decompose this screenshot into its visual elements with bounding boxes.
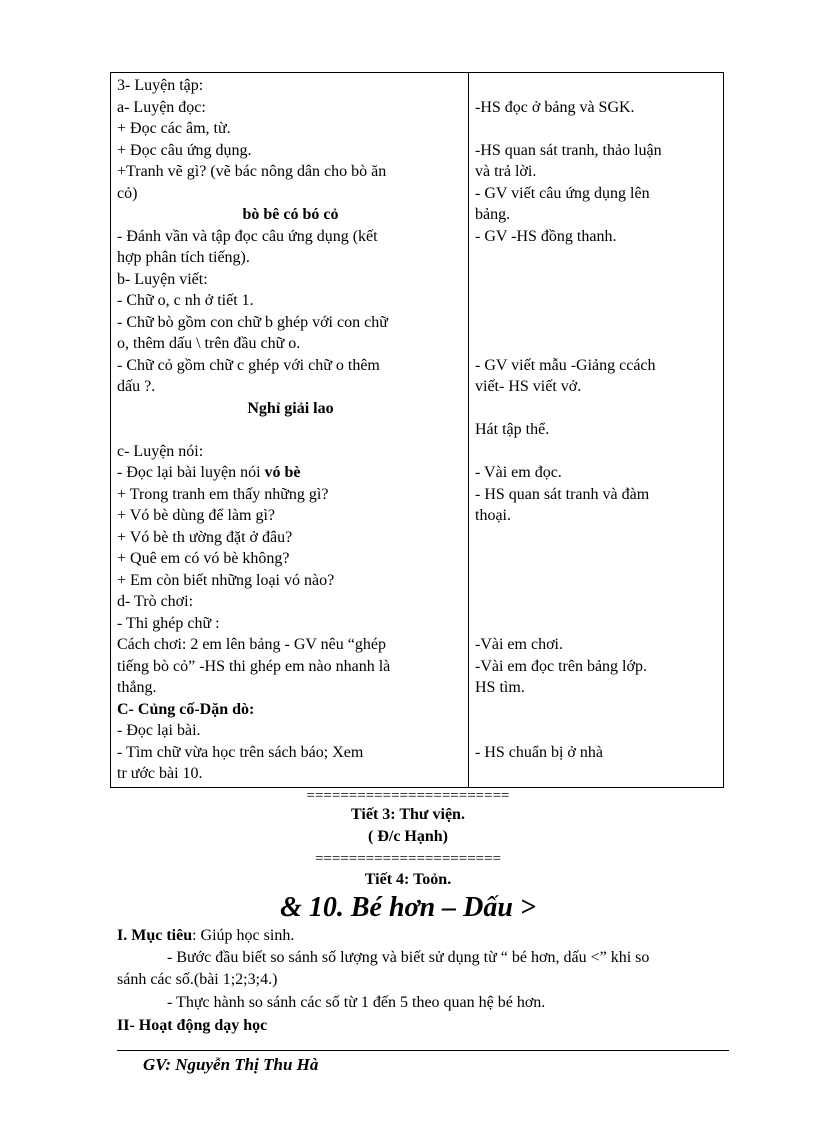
teacher-line-text: + Đọc câu ứng dụng.: [117, 141, 252, 159]
student-line: -Vài em đọc trên bảng lớp.: [475, 657, 647, 675]
student-line: [475, 333, 719, 355]
teacher-line: [117, 527, 464, 549]
teacher-line-text: bò bê có bó cỏ: [242, 206, 339, 223]
teacher-line: [117, 118, 464, 140]
student-line: - GV viết mẫu -Giảng ccách: [475, 356, 656, 374]
teacher-line-text: thắng.: [117, 679, 157, 696]
teacher-line-text: dấu ?.: [117, 378, 156, 395]
student-line: HS tìm.: [475, 679, 525, 696]
teacher-line: [117, 355, 464, 377]
teacher-line: [117, 570, 464, 592]
student-line: viết- HS viết vở.: [475, 378, 582, 395]
teacher-line-text: c- Luyện nói:: [117, 442, 204, 460]
teacher-line: [117, 441, 464, 463]
student-line: -HS đọc ở bảng và SGK.: [475, 98, 635, 116]
teacher-line: [117, 398, 464, 420]
footer-divider: [117, 1050, 729, 1051]
teacher-line: [117, 720, 464, 742]
objectives-heading: I. Mục tiêu: [117, 927, 193, 944]
student-line: [475, 548, 719, 570]
teacher-line-text: + Em còn biết những loại vó nào?: [117, 571, 335, 589]
teacher-line-text: cỏ): [117, 184, 138, 202]
student-line: [475, 75, 719, 97]
student-line: [475, 763, 719, 785]
teacher-line-text: + Quê em có vó bè không?: [117, 550, 290, 567]
teacher-line: [117, 376, 464, 398]
teacher-line: [117, 226, 464, 248]
teacher-line: [117, 247, 464, 269]
teacher-line-text: b- Luyện viết:: [117, 270, 208, 288]
student-line: -HS quan sát tranh, thảo luận: [475, 141, 662, 159]
teacher-line: [117, 763, 464, 785]
teacher-line-text: - Đọc lại bài luyện nói: [117, 464, 265, 481]
objective-1: [117, 947, 729, 969]
student-line: thoại.: [475, 507, 511, 524]
teacher-line: [117, 656, 464, 678]
teacher-line-text: 3- Luyện tập:: [117, 77, 204, 94]
teacher-line-text: hợp phân tích tiếng).: [117, 249, 250, 266]
teacher-line-text: - Chữ o, c nh ở tiết 1.: [117, 292, 254, 309]
objectives-intro: : Giúp học sinh.: [192, 927, 295, 944]
teacher-line: [117, 742, 464, 764]
teacher-line-text: + Vó bè th ường đặt ở đâu?: [117, 528, 293, 546]
teacher-line-text: [117, 421, 121, 438]
teacher-line-text: + Vó bè dùng để làm gì?: [117, 507, 276, 524]
teacher-line: [117, 312, 464, 334]
tiet4-title: Tiết 4: Toỏn.: [364, 871, 452, 888]
teacher-line: [117, 484, 464, 506]
teacher-line-text: Cách chơi: 2 em lên bảng - GV nêu “ghép: [117, 636, 386, 653]
tiet3-subtitle: ( Đ/c Hạnh): [368, 828, 448, 845]
objective-1-cont: sánh các số.(bài 1;2;3;4.): [117, 971, 278, 988]
student-column: [469, 73, 724, 788]
student-line: [475, 398, 719, 420]
objective-2-text: - Thực hành so sánh các số từ 1 đến 5 theo quan hệ bé hơn.: [167, 994, 546, 1011]
teacher-line: [117, 333, 464, 355]
student-line: - GV viết câu ứng dụng lên: [475, 184, 650, 202]
teacher-line: [117, 290, 464, 312]
teacher-line: [117, 699, 464, 721]
student-line: - Vài em đọc.: [475, 464, 562, 481]
student-line: và trả lời.: [475, 163, 537, 180]
lesson-table: [110, 72, 724, 788]
lesson-title: & 10. Bé hơn – Dấu >: [280, 892, 536, 923]
teacher-line: [117, 634, 464, 656]
activities-heading: II- Hoạt động dạy học: [117, 1017, 268, 1034]
teacher-line: [117, 505, 464, 527]
student-line: [475, 613, 719, 635]
teacher-line-text: a- Luyện đọc:: [117, 98, 206, 116]
student-line: [475, 720, 719, 742]
teacher-line-text: - Chữ cỏ gồm chữ c ghép với chữ o thêm: [117, 356, 380, 374]
teacher-line-text: +Tranh vẽ gì? (vẽ bác nông dân cho bò ăn: [117, 163, 387, 180]
student-line: - HS quan sát tranh và đàm: [475, 485, 650, 503]
teacher-line: [117, 75, 464, 97]
teacher-line: [117, 462, 464, 484]
teacher-line: [117, 183, 464, 205]
teacher-line-text: + Đọc các âm, từ.: [117, 120, 231, 137]
student-line: [475, 247, 719, 269]
student-line: [475, 527, 719, 549]
student-line: Hát tập thể.: [475, 421, 550, 438]
student-line: - GV -HS đồng thanh.: [475, 227, 617, 245]
footer-author: GV: Nguyễn Thị Thu Hà: [143, 1055, 319, 1074]
separator-line: ========================: [306, 788, 510, 804]
teacher-line: [117, 161, 464, 183]
student-line: bảng.: [475, 206, 511, 223]
objectives-heading-line: [117, 925, 729, 947]
teacher-line-text: C- Củng cố-Dặn dò:: [117, 700, 255, 718]
teacher-line-text: + Trong tranh em thấy những gì?: [117, 485, 329, 503]
teacher-line: [117, 140, 464, 162]
teacher-line-text: tr ước bài 10.: [117, 765, 203, 782]
student-line: [475, 441, 719, 463]
teacher-line-text: - Chữ bò gồm con chữ b ghép với con chữ: [117, 313, 388, 331]
teacher-line: [117, 591, 464, 613]
teacher-line: [117, 97, 464, 119]
teacher-line: [117, 204, 464, 226]
teacher-line-text: tiếng bò cỏ” -HS thi ghép em nào nhanh là: [117, 657, 391, 675]
student-line: [475, 269, 719, 291]
student-line: [475, 591, 719, 613]
teacher-line: [117, 548, 464, 570]
teacher-line-text: d- Trò chơi:: [117, 593, 194, 610]
objective-2: [117, 992, 729, 1014]
separator-line-2: ======================: [314, 851, 502, 867]
teacher-line-emphasis: vó bè: [264, 464, 301, 481]
student-line: - HS chuẩn bị ở nhà: [475, 743, 603, 761]
objective-1-line-1: - Bước đầu biết so sánh số lượng và biết sử dụng từ “ bé hơn, dấu <” khi so: [167, 949, 650, 966]
student-line: [475, 290, 719, 312]
student-line: [475, 570, 719, 592]
teacher-line-text: o, thêm dấu \ trên đầu chữ o.: [117, 335, 301, 352]
teacher-line-text: Nghỉ giải lao: [247, 399, 334, 417]
teacher-line: [117, 613, 464, 635]
student-line: -Vài em chơi.: [475, 636, 563, 653]
student-line: [475, 118, 719, 140]
teacher-line-text: - Đọc lại bài.: [117, 722, 201, 739]
student-line: [475, 312, 719, 334]
teacher-line-text: - Tìm chữ vừa học trên sách báo; Xem: [117, 743, 364, 761]
teacher-line: [117, 269, 464, 291]
student-line: [475, 699, 719, 721]
teacher-line-text: - Đánh vần và tập đọc câu ứng dụng (kết: [117, 227, 378, 245]
teacher-line-text: - Thi ghép chữ :: [117, 614, 220, 632]
teacher-line: [117, 677, 464, 699]
teacher-column: [111, 73, 469, 788]
tiet3-title: Tiết 3: Thư viện.: [351, 806, 465, 823]
teacher-line: [117, 419, 464, 441]
